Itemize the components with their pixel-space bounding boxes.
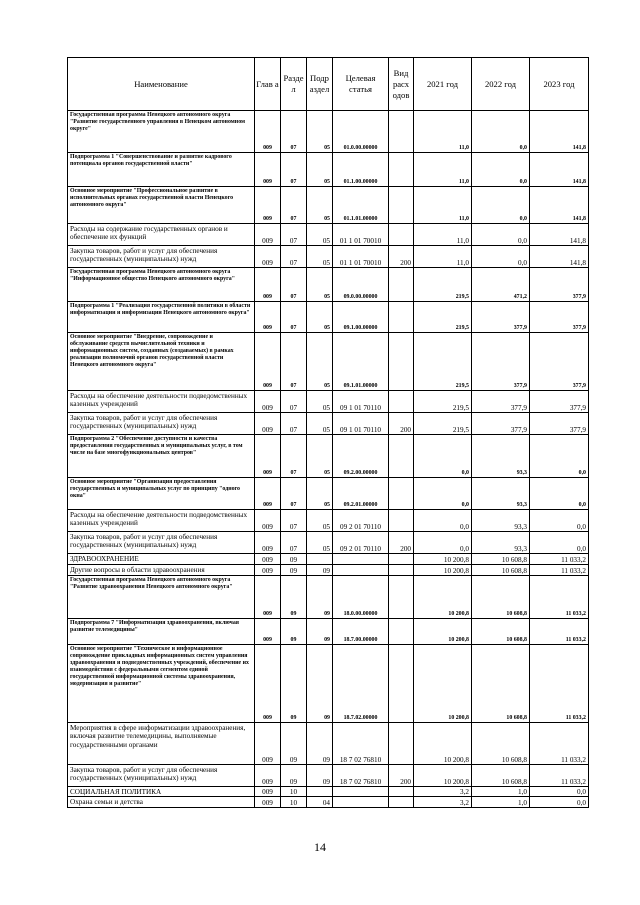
cell-2022: 93,3 bbox=[472, 478, 530, 510]
cell-subsection: 05 bbox=[307, 510, 333, 532]
cell-expense-type bbox=[389, 224, 414, 246]
cell-subsection: 09 bbox=[307, 645, 333, 723]
header-chapter: Глав а bbox=[255, 58, 281, 111]
cell-2022: 377,9 bbox=[472, 302, 530, 333]
cell-2021: 11,0 bbox=[414, 246, 472, 268]
header-2023: 2023 год bbox=[530, 58, 589, 111]
cell-2021: 0,0 bbox=[414, 435, 472, 478]
cell-2022: 0,0 bbox=[472, 246, 530, 268]
cell-target: 09.2.01.00000 bbox=[333, 478, 389, 510]
cell-2021: 10 200,8 bbox=[414, 645, 472, 723]
cell-subsection: 09 bbox=[307, 723, 333, 765]
cell-chapter: 009 bbox=[255, 797, 281, 808]
cell-2023: 0,0 bbox=[530, 532, 589, 554]
table-row bbox=[68, 565, 589, 576]
cell-subsection: 09 bbox=[307, 619, 333, 645]
cell-target: 09 2 01 70110 bbox=[333, 510, 389, 532]
cell-name: Закупка товаров, работ и услуг для обеспечения государственных (муниципальных) нужд bbox=[68, 246, 255, 268]
header-section: Разде л bbox=[281, 58, 307, 111]
cell-2023: 0,0 bbox=[530, 435, 589, 478]
cell-section: 07 bbox=[281, 187, 307, 224]
cell-expense-type bbox=[389, 554, 414, 565]
cell-2021: 3,2 bbox=[414, 797, 472, 808]
table-row bbox=[68, 576, 589, 619]
cell-name: Расходы на содержание государственных органов и обеспечение их функций bbox=[68, 224, 255, 246]
cell-2021: 10 200,8 bbox=[414, 619, 472, 645]
cell-chapter: 009 bbox=[255, 510, 281, 532]
cell-2021: 219,5 bbox=[414, 302, 472, 333]
cell-2023: 11 033,2 bbox=[530, 765, 589, 787]
table-row bbox=[68, 765, 589, 787]
cell-2022: 1,0 bbox=[472, 787, 530, 797]
cell-2022: 471,2 bbox=[472, 268, 530, 302]
cell-2023: 377,9 bbox=[530, 391, 589, 413]
cell-name: Основное мероприятие "Внедрение, сопровождение и обслуживание средств вычислительной техники и информационных систем, созданных (создаваемых) в рамках реализации полномочий органов государственной власти Ненецкого автономного округа" bbox=[68, 333, 255, 391]
cell-2022: 93,3 bbox=[472, 532, 530, 554]
cell-2021: 3,2 bbox=[414, 787, 472, 797]
cell-2022: 10 608,8 bbox=[472, 645, 530, 723]
cell-2022: 10 608,8 bbox=[472, 619, 530, 645]
cell-name: Подпрограмма 1 "Совершенствование и развитие кадрового потенциала органов государственной власти" bbox=[68, 153, 255, 187]
table-row bbox=[68, 224, 589, 246]
cell-2022: 10 608,8 bbox=[472, 723, 530, 765]
cell-expense-type bbox=[389, 478, 414, 510]
cell-expense-type bbox=[389, 723, 414, 765]
cell-target: 18 7 02 76810 bbox=[333, 765, 389, 787]
cell-chapter: 009 bbox=[255, 111, 281, 153]
cell-name: Расходы на обеспечение деятельности подведомственных казенных учреждений bbox=[68, 510, 255, 532]
cell-2021: 10 200,8 bbox=[414, 765, 472, 787]
cell-expense-type bbox=[389, 510, 414, 532]
table-row bbox=[68, 435, 589, 478]
cell-2021: 11,0 bbox=[414, 111, 472, 153]
cell-2023: 11 033,2 bbox=[530, 554, 589, 565]
cell-section: 07 bbox=[281, 333, 307, 391]
cell-expense-type bbox=[389, 268, 414, 302]
cell-expense-type bbox=[389, 645, 414, 723]
cell-target: 01 1 01 70010 bbox=[333, 246, 389, 268]
cell-target: 09 1 01 70110 bbox=[333, 413, 389, 435]
cell-expense-type bbox=[389, 302, 414, 333]
cell-section: 07 bbox=[281, 268, 307, 302]
cell-section: 07 bbox=[281, 391, 307, 413]
cell-name: Закупка товаров, работ и услуг для обеспечения государственных (муниципальных) нужд bbox=[68, 413, 255, 435]
cell-section: 09 bbox=[281, 765, 307, 787]
cell-2022: 377,9 bbox=[472, 333, 530, 391]
cell-name: ЗДРАВООХРАНЕНИЕ bbox=[68, 554, 255, 565]
cell-subsection: 09 bbox=[307, 565, 333, 576]
cell-target: 01.1.00.00000 bbox=[333, 153, 389, 187]
cell-2021: 10 200,8 bbox=[414, 565, 472, 576]
table-row bbox=[68, 413, 589, 435]
table-row bbox=[68, 645, 589, 723]
cell-section: 09 bbox=[281, 576, 307, 619]
cell-2021: 0,0 bbox=[414, 532, 472, 554]
cell-chapter: 009 bbox=[255, 435, 281, 478]
cell-chapter: 009 bbox=[255, 723, 281, 765]
cell-subsection: 09 bbox=[307, 576, 333, 619]
cell-section: 07 bbox=[281, 478, 307, 510]
cell-2023: 141,8 bbox=[530, 111, 589, 153]
cell-chapter: 009 bbox=[255, 787, 281, 797]
cell-2021: 219,5 bbox=[414, 413, 472, 435]
cell-2023: 11 033,2 bbox=[530, 645, 589, 723]
cell-subsection: 05 bbox=[307, 153, 333, 187]
cell-2023: 11 033,2 bbox=[530, 619, 589, 645]
cell-section: 07 bbox=[281, 510, 307, 532]
cell-subsection: 05 bbox=[307, 391, 333, 413]
cell-expense-type bbox=[389, 576, 414, 619]
cell-name: Мероприятия в сфере информатизации здравоохранения, включая развитие телемедицины, выполняемые государственными органами bbox=[68, 723, 255, 765]
cell-chapter: 009 bbox=[255, 765, 281, 787]
cell-section: 10 bbox=[281, 797, 307, 808]
cell-2022: 93,3 bbox=[472, 435, 530, 478]
table-row bbox=[68, 532, 589, 554]
cell-expense-type: 200 bbox=[389, 413, 414, 435]
cell-name: Подпрограмма 2 "Обеспечение доступности и качества предоставления государственных и муниципальных услуг, в том числе на базе многофункциональных центров" bbox=[68, 435, 255, 478]
cell-target bbox=[333, 565, 389, 576]
cell-subsection bbox=[307, 554, 333, 565]
cell-2023: 11 033,2 bbox=[530, 576, 589, 619]
cell-name: Основное мероприятие "Профессиональное развитие в исполнительных органах государственной власти Ненецкого автономного округа" bbox=[68, 187, 255, 224]
cell-name: Основное мероприятие "Организация предоставления государственных и муниципальных услуг по принципу "одного окна" bbox=[68, 478, 255, 510]
cell-expense-type: 200 bbox=[389, 532, 414, 554]
cell-subsection: 05 bbox=[307, 435, 333, 478]
cell-chapter: 009 bbox=[255, 478, 281, 510]
cell-chapter: 009 bbox=[255, 645, 281, 723]
cell-2022: 10 608,8 bbox=[472, 554, 530, 565]
cell-2021: 10 200,8 bbox=[414, 576, 472, 619]
cell-target: 09 1 01 70110 bbox=[333, 391, 389, 413]
cell-subsection: 05 bbox=[307, 111, 333, 153]
cell-subsection: 05 bbox=[307, 224, 333, 246]
cell-2021: 0,0 bbox=[414, 478, 472, 510]
cell-target: 18.7.00.00000 bbox=[333, 619, 389, 645]
table-row bbox=[68, 787, 589, 797]
cell-chapter: 009 bbox=[255, 391, 281, 413]
cell-target: 01 1 01 70010 bbox=[333, 224, 389, 246]
cell-chapter: 009 bbox=[255, 619, 281, 645]
table-row bbox=[68, 333, 589, 391]
table-row bbox=[68, 510, 589, 532]
table-row bbox=[68, 111, 589, 153]
cell-expense-type bbox=[389, 565, 414, 576]
cell-section: 07 bbox=[281, 224, 307, 246]
cell-subsection: 05 bbox=[307, 302, 333, 333]
cell-name: Основное мероприятие "Техническое и информационное сопровождение прикладных информационных систем управления здравоохранения и подведомственных учреждений, обеспечение их взаимодействия с федеральными сегментом единой государственной информационной системы здравоохранения, модернизация и развитие" bbox=[68, 645, 255, 723]
cell-expense-type bbox=[389, 619, 414, 645]
cell-section: 10 bbox=[281, 787, 307, 797]
cell-name: Подпрограмма 7 "Информатизация здравоохранения, включая развитие телемедицины" bbox=[68, 619, 255, 645]
cell-chapter: 009 bbox=[255, 187, 281, 224]
cell-name: Государственная программа Ненецкого автономного округа "Развитие государственного управления в Ненецком автономном округе" bbox=[68, 111, 255, 153]
table-row bbox=[68, 619, 589, 645]
cell-name: СОЦИАЛЬНАЯ ПОЛИТИКА bbox=[68, 787, 255, 797]
cell-2023: 377,9 bbox=[530, 268, 589, 302]
cell-2023: 0,0 bbox=[530, 478, 589, 510]
cell-section: 09 bbox=[281, 554, 307, 565]
table-row bbox=[68, 554, 589, 565]
cell-expense-type bbox=[389, 435, 414, 478]
cell-2021: 11,0 bbox=[414, 224, 472, 246]
table-row bbox=[68, 246, 589, 268]
cell-2023: 141,8 bbox=[530, 187, 589, 224]
header-target: Целевая статья bbox=[333, 58, 389, 111]
cell-2021: 10 200,8 bbox=[414, 554, 472, 565]
cell-2022: 93,3 bbox=[472, 510, 530, 532]
cell-target: 09.1.00.00000 bbox=[333, 302, 389, 333]
cell-chapter: 009 bbox=[255, 333, 281, 391]
cell-chapter: 009 bbox=[255, 554, 281, 565]
cell-2023: 141,8 bbox=[530, 246, 589, 268]
cell-section: 09 bbox=[281, 565, 307, 576]
cell-section: 07 bbox=[281, 246, 307, 268]
table-row bbox=[68, 302, 589, 333]
cell-chapter: 009 bbox=[255, 268, 281, 302]
cell-target: 01.1.01.00000 bbox=[333, 187, 389, 224]
cell-target: 09.2.00.00000 bbox=[333, 435, 389, 478]
table-row bbox=[68, 268, 589, 302]
header-2022: 2022 год bbox=[472, 58, 530, 111]
cell-2023: 0,0 bbox=[530, 787, 589, 797]
cell-expense-type bbox=[389, 391, 414, 413]
header-expense-type: Вид расх одов bbox=[389, 58, 414, 111]
header-row bbox=[68, 58, 589, 111]
cell-target: 18.7.02.00000 bbox=[333, 645, 389, 723]
cell-2021: 11,0 bbox=[414, 187, 472, 224]
table-row bbox=[68, 391, 589, 413]
cell-name: Другие вопросы в области здравоохранения bbox=[68, 565, 255, 576]
cell-2022: 0,0 bbox=[472, 224, 530, 246]
cell-2021: 219,5 bbox=[414, 333, 472, 391]
header-subsection: Подр аздел bbox=[307, 58, 333, 111]
cell-expense-type bbox=[389, 187, 414, 224]
cell-target: 09.0.00.00000 bbox=[333, 268, 389, 302]
cell-2022: 377,9 bbox=[472, 391, 530, 413]
cell-2023: 377,9 bbox=[530, 333, 589, 391]
cell-section: 07 bbox=[281, 153, 307, 187]
cell-expense-type bbox=[389, 797, 414, 808]
cell-subsection: 05 bbox=[307, 333, 333, 391]
cell-2022: 0,0 bbox=[472, 187, 530, 224]
cell-2023: 377,9 bbox=[530, 302, 589, 333]
cell-chapter: 009 bbox=[255, 532, 281, 554]
cell-section: 07 bbox=[281, 435, 307, 478]
cell-2023: 0,0 bbox=[530, 797, 589, 808]
cell-2021: 10 200,8 bbox=[414, 723, 472, 765]
page-number: 14 bbox=[314, 840, 326, 854]
cell-target: 09.1.01.00000 bbox=[333, 333, 389, 391]
cell-2023: 0,0 bbox=[530, 510, 589, 532]
table-row bbox=[68, 153, 589, 187]
cell-subsection: 05 bbox=[307, 268, 333, 302]
cell-name: Подпрограмма 1 "Реализация государственной политики в области информатизации и информизации Ненецкого автономного округа" bbox=[68, 302, 255, 333]
cell-2022: 10 608,8 bbox=[472, 565, 530, 576]
cell-chapter: 009 bbox=[255, 565, 281, 576]
cell-chapter: 009 bbox=[255, 224, 281, 246]
cell-2021: 219,5 bbox=[414, 391, 472, 413]
cell-2022: 10 608,8 bbox=[472, 765, 530, 787]
cell-subsection: 05 bbox=[307, 532, 333, 554]
cell-2022: 0,0 bbox=[472, 111, 530, 153]
cell-2023: 11 033,2 bbox=[530, 723, 589, 765]
cell-subsection: 05 bbox=[307, 187, 333, 224]
cell-2022: 0,0 bbox=[472, 153, 530, 187]
header-2021: 2021 год bbox=[414, 58, 472, 111]
table-body bbox=[68, 111, 589, 808]
cell-subsection: 05 bbox=[307, 246, 333, 268]
cell-2023: 141,8 bbox=[530, 224, 589, 246]
cell-chapter: 009 bbox=[255, 246, 281, 268]
cell-chapter: 009 bbox=[255, 413, 281, 435]
cell-name: Охрана семьи и детства bbox=[68, 797, 255, 808]
cell-target: 01.0.00.00000 bbox=[333, 111, 389, 153]
cell-section: 09 bbox=[281, 723, 307, 765]
cell-2023: 377,9 bbox=[530, 413, 589, 435]
cell-section: 07 bbox=[281, 532, 307, 554]
table-row bbox=[68, 187, 589, 224]
cell-2023: 11 033,2 bbox=[530, 565, 589, 576]
cell-subsection: 05 bbox=[307, 478, 333, 510]
cell-name: Расходы на обеспечение деятельности подведомственных казенных учреждений bbox=[68, 391, 255, 413]
cell-expense-type bbox=[389, 787, 414, 797]
header-name: Наименование bbox=[68, 58, 255, 111]
cell-expense-type: 200 bbox=[389, 765, 414, 787]
cell-chapter: 009 bbox=[255, 576, 281, 619]
cell-expense-type: 200 bbox=[389, 246, 414, 268]
cell-2021: 11,0 bbox=[414, 153, 472, 187]
cell-subsection: 05 bbox=[307, 413, 333, 435]
cell-chapter: 009 bbox=[255, 153, 281, 187]
cell-section: 09 bbox=[281, 619, 307, 645]
cell-subsection bbox=[307, 787, 333, 797]
cell-subsection: 09 bbox=[307, 765, 333, 787]
cell-subsection: 04 bbox=[307, 797, 333, 808]
cell-section: 07 bbox=[281, 111, 307, 153]
cell-name: Закупка товаров, работ и услуг для обеспечения государственных (муниципальных) нужд bbox=[68, 532, 255, 554]
table-row bbox=[68, 723, 589, 765]
cell-target: 18 7 02 76810 bbox=[333, 723, 389, 765]
cell-expense-type bbox=[389, 153, 414, 187]
cell-section: 07 bbox=[281, 413, 307, 435]
cell-name: Государственная программа Ненецкого автономного округа "Информационное общество Ненецкого автономного округа" bbox=[68, 268, 255, 302]
cell-expense-type bbox=[389, 333, 414, 391]
cell-2022: 377,9 bbox=[472, 413, 530, 435]
cell-expense-type bbox=[389, 111, 414, 153]
cell-2021: 0,0 bbox=[414, 510, 472, 532]
table-row bbox=[68, 478, 589, 510]
cell-2022: 10 608,8 bbox=[472, 576, 530, 619]
cell-chapter: 009 bbox=[255, 302, 281, 333]
cell-target bbox=[333, 787, 389, 797]
cell-name: Закупка товаров, работ и услуг для обеспечения государственных (муниципальных) нужд bbox=[68, 765, 255, 787]
cell-target bbox=[333, 554, 389, 565]
cell-2023: 141,8 bbox=[530, 153, 589, 187]
cell-2022: 1,0 bbox=[472, 797, 530, 808]
cell-2021: 219,5 bbox=[414, 268, 472, 302]
table-row bbox=[68, 797, 589, 808]
cell-section: 09 bbox=[281, 645, 307, 723]
cell-target: 09 2 01 70110 bbox=[333, 532, 389, 554]
cell-name: Государственная программа Ненецкого автономного округа "Развитие здравоохранения Ненецкого автономного округа" bbox=[68, 576, 255, 619]
cell-target: 18.0.00.00000 bbox=[333, 576, 389, 619]
cell-target bbox=[333, 797, 389, 808]
cell-section: 07 bbox=[281, 302, 307, 333]
budget-table bbox=[67, 57, 589, 808]
